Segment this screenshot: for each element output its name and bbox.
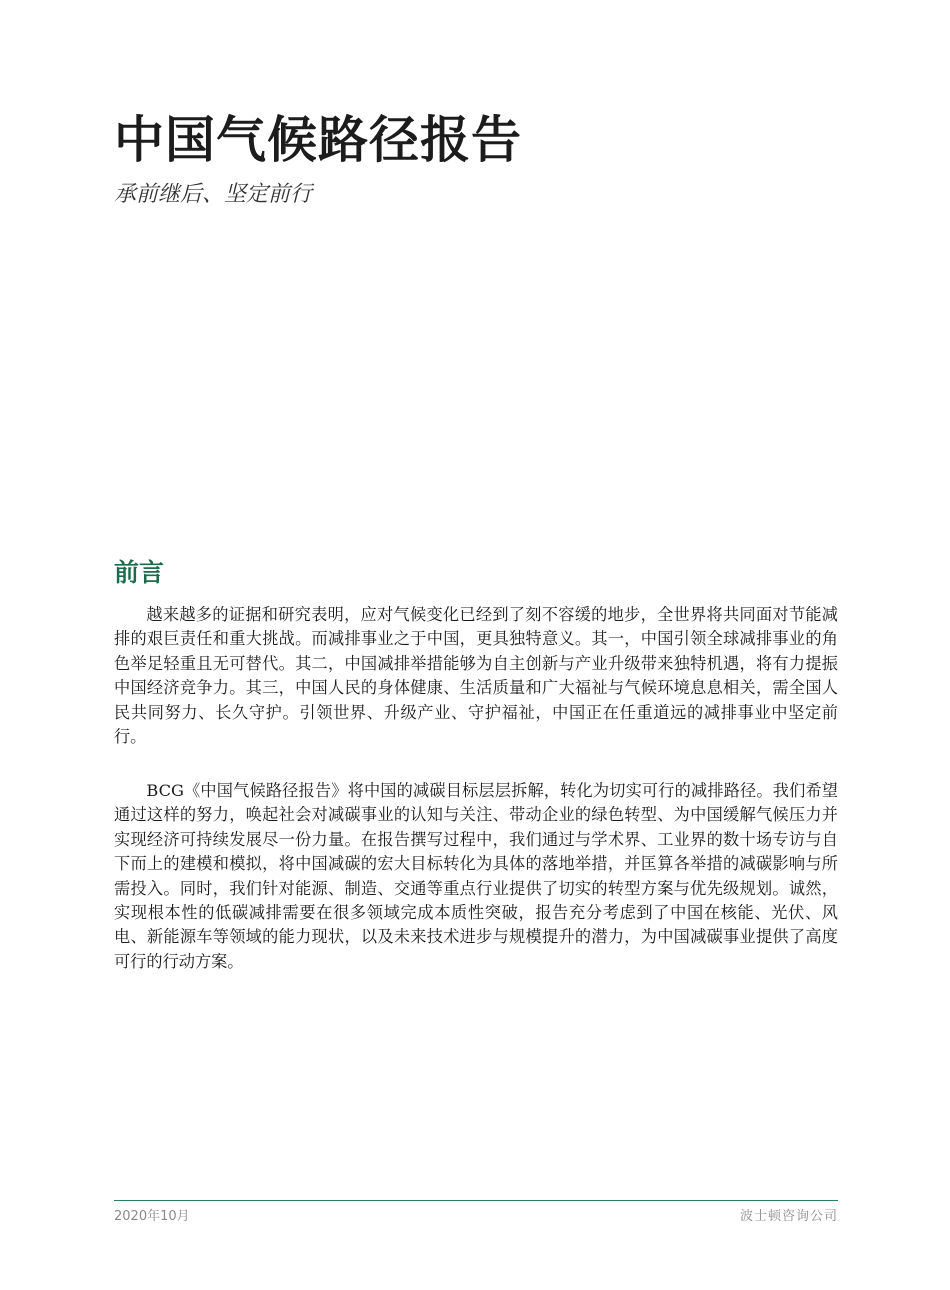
section-heading-preface: 前言	[114, 558, 165, 587]
footer-company-name: 波士顿咨询公司	[739, 1209, 838, 1224]
report-title: 中国气候路径报告	[114, 110, 522, 169]
preface-paragraph-2: BCG《中国气候路径报告》将中国的减碳目标层层拆解，转化为切实可行的减排路径。我们希望通过这样的努力，唤起社会对减碳事业的认知与关注、带动企业的绿色转型、为中国缓解气候压力并实现经济可持续发展尽一份力量。在报告撰写过程中，我们通过与学术界、工业界的数十场专访与自下而上的建模和模拟，将中国减碳的宏大目标转化为具体的落地举措，并匡算各举措的减碳影响与所需投入。同时，我们针对能源、制造、交通等重点行业提供了切实的转型方案与优先级规划。诚然，实现根本性的低碳减排需要在很多领域完成本质性突破，报告充分考虑到了中国在核能、光伏、风电、新能源车等领域的能力现状，以及未来技术进步与规模提升的潜力，为中国减碳事业提供了高度可行的行动方案。	[114, 781, 838, 971]
footer-divider	[114, 1200, 838, 1201]
preface-paragraph-1: 越来越多的证据和研究表明，应对气候变化已经到了刻不容缓的地步，全世界将共同面对节能减排的艰巨责任和重大挑战。而减排事业之于中国，更具独特意义。其一，中国引领全球减排事业的角色举足轻重且无可替代。其二，中国减排举措能够为自主创新与产业升级带来独特机遇，将有力提振中国经济竞争力。其三，中国人民的身体健康、生活质量和广大福祉与气候环境息息相关，需全国人民共同努力、长久守护。引领世界、升级产业、守护福祉，中国正在任重道远的减排事业中坚定前行。	[114, 605, 838, 747]
footer-date: 2020年10月	[114, 1209, 190, 1224]
report-subtitle: 承前继后、坚定前行	[114, 182, 313, 207]
